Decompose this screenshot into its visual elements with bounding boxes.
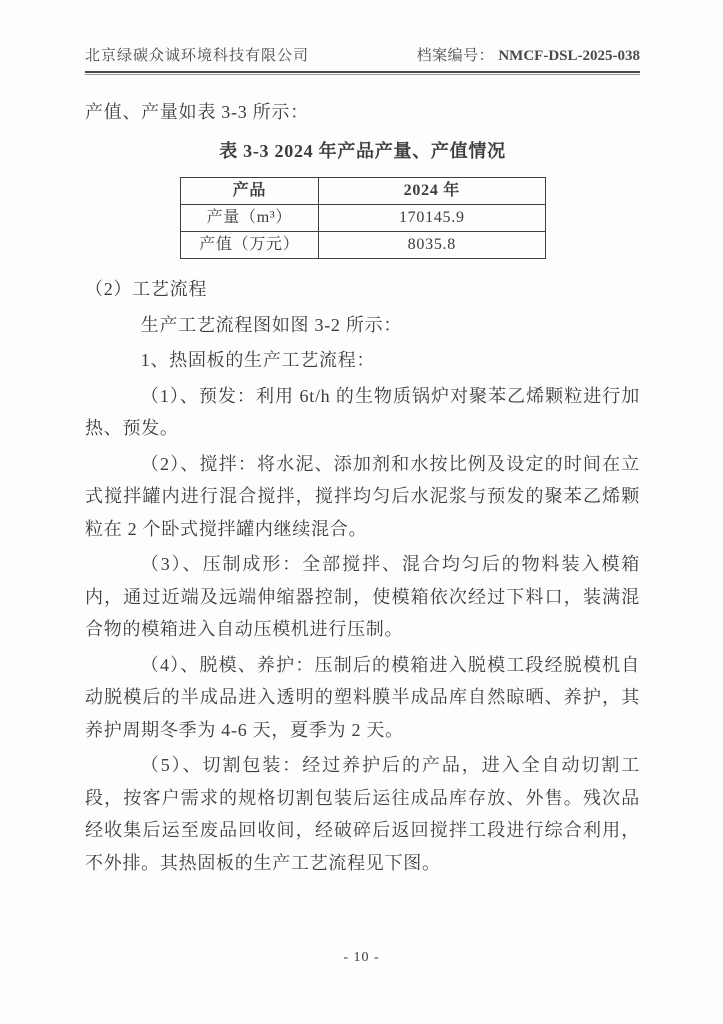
table-cell-output-value: 170145.9 xyxy=(319,205,545,232)
paragraph-step-5-cutting-packing: （5）、切割包装：经过养护后的产品，进入全自动切割工段，按客户需求的规格切割包装后运往成品库存放、外售。残次品经收集后运至废品回收间，经破碎后返回搅拌工段进行综合利用，不外排。其热固板的生产工艺流程见下图。 xyxy=(85,755,640,873)
table-header-row xyxy=(180,178,545,205)
intro-text: 产值、产量如表 3-3 所示： xyxy=(85,102,309,122)
table-cell-value-value: 8035.8 xyxy=(319,232,545,259)
production-table xyxy=(180,177,546,259)
paragraph-step-2-mixing: （2）、搅拌：将水泥、添加剂和水按比例及设定的时间在立式搅拌罐内进行混合搅拌，搅拌均匀后水泥浆与预发的聚苯乙烯颗粒在 2 个卧式搅拌罐内继续混合。 xyxy=(85,453,640,539)
paragraph-step-3-pressing: （3）、压制成形：全部搅拌、混合均匀后的物料装入模箱内，通过近端及远端伸缩器控制，使模箱依次经过下料口，装满混合物的模箱进入自动压模机进行压制。 xyxy=(85,554,640,639)
file-number-group xyxy=(417,44,640,65)
table-row-output xyxy=(180,205,545,232)
header-rule xyxy=(85,71,640,75)
paragraph-step-1-prefoaming: （1）、预发：利用 6t/h 的生物质锅炉对聚苯乙烯颗粒进行加热、预发。 xyxy=(85,385,640,438)
section-heading-process: （2）工艺流程 xyxy=(85,279,208,299)
file-number-label: 档案编号： xyxy=(416,48,495,64)
paragraph-process-list-title: 1、热固板的生产工艺流程： xyxy=(140,350,376,370)
table-header-product: 产品 xyxy=(180,178,319,205)
paragraph-flow-chart-ref: 生产工艺流程图如图 3-2 所示： xyxy=(140,314,403,335)
table-cell-value-label: 产值（万元） xyxy=(180,232,319,259)
page-footer xyxy=(0,950,723,966)
document-body xyxy=(85,96,640,879)
file-number: NMCF-DSL-2025-038 xyxy=(498,48,640,64)
table-cell-output-label: 产量（m³） xyxy=(180,205,319,232)
table-row-value xyxy=(180,232,545,259)
paragraph-step-4-demolding-curing: （4）、脱模、养护：压制后的模箱进入脱模工段经脱模机自动脱模后的半成品进入透明的塑料膜半成品库自然晾晒、养护，其养护周期冬季为 4-6 天，夏季为 2 天。 xyxy=(85,654,640,740)
company-name: 北京绿碳众诚环境科技有限公司 xyxy=(85,48,310,64)
page-number: - 10 - xyxy=(343,950,380,965)
table-header-year: 2024 年 xyxy=(319,178,545,205)
table-title: 表 3-3 2024 年产品产量、产值情况 xyxy=(219,140,506,161)
document-header xyxy=(85,0,640,65)
